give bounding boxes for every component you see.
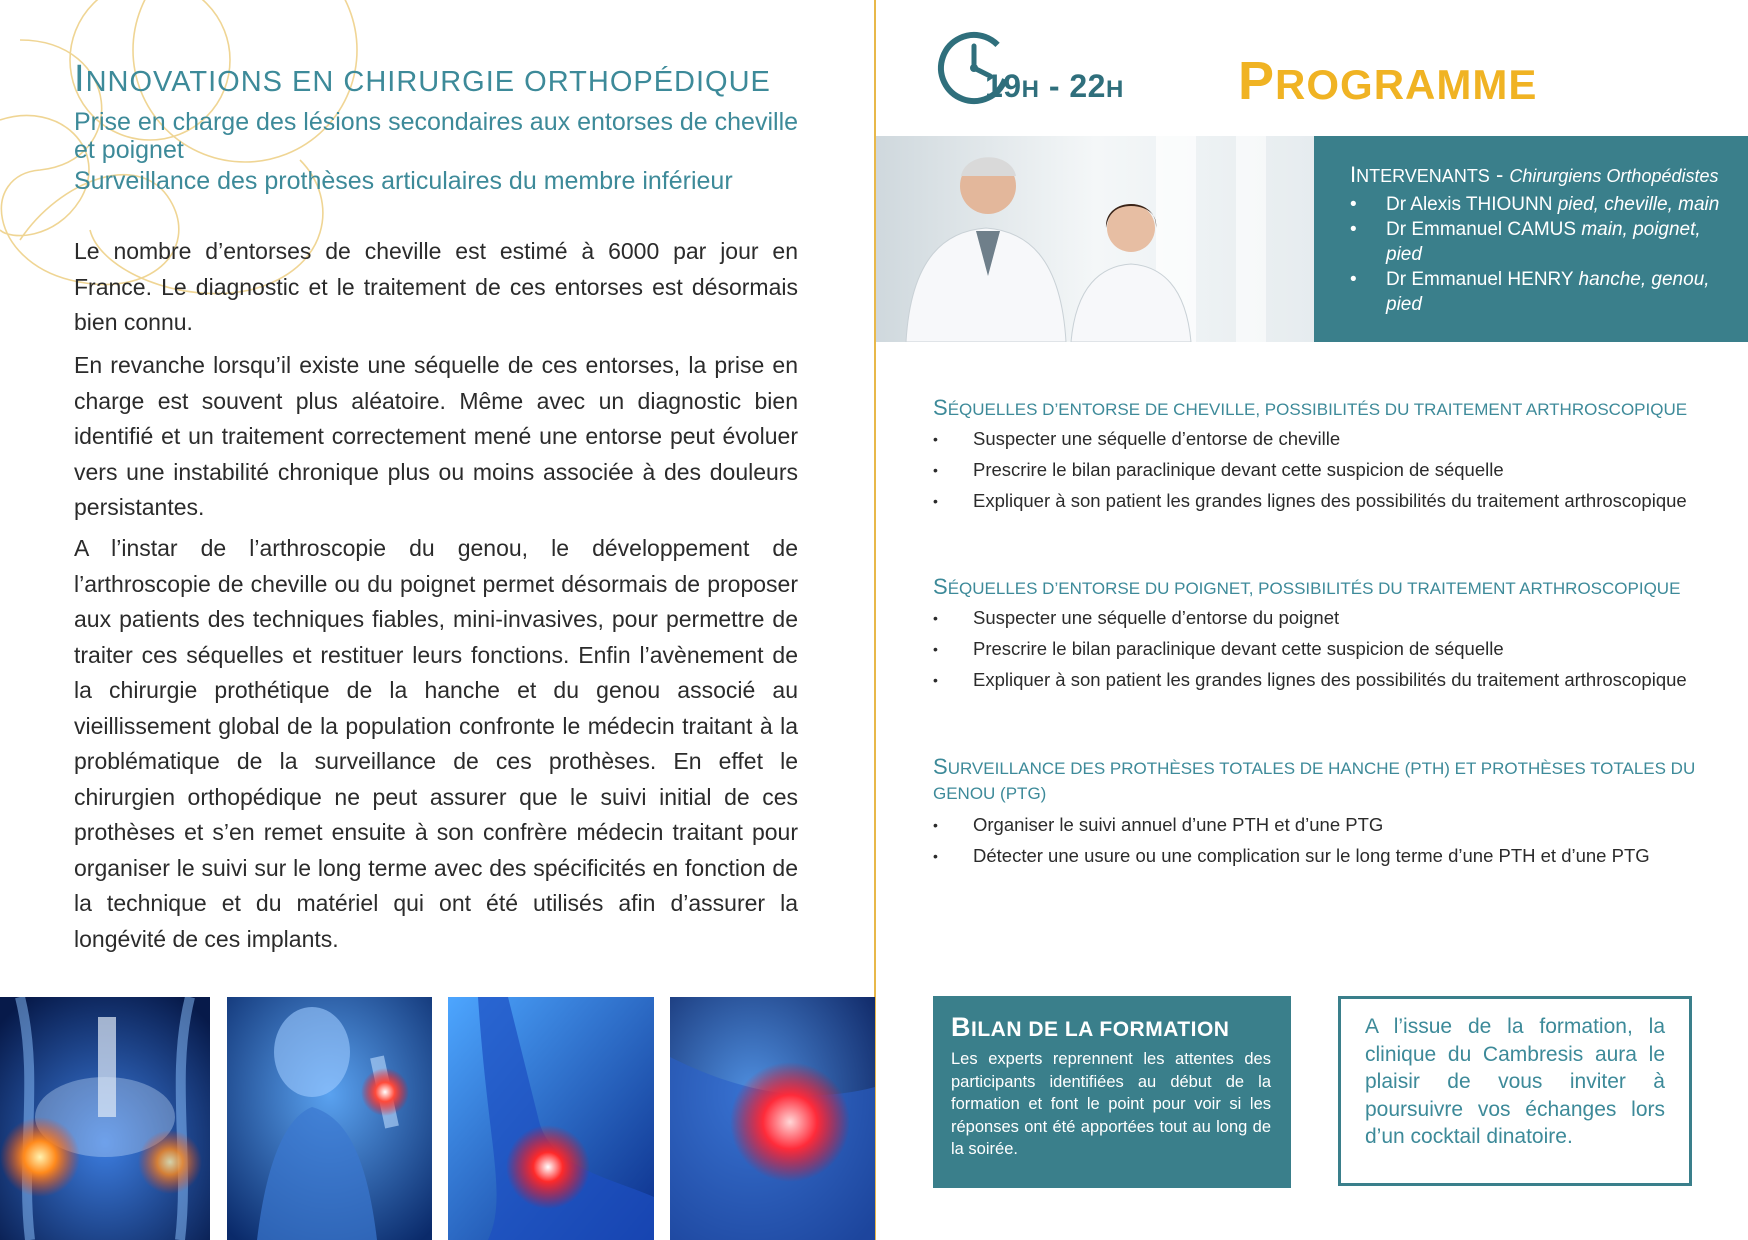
- list-item: • Prescrire le bilan paraclinique devant cette suspicion de séquelle: [933, 636, 1696, 662]
- cocktail-box: [1338, 996, 1692, 1186]
- programme-title: PROGRAMME: [1238, 51, 1538, 111]
- speaker-item: • Dr Emmanuel CAMUS main, poignet, pied: [1350, 217, 1736, 267]
- list-item: • Suspecter une séquelle d’entorse du poignet: [933, 605, 1696, 631]
- list-item: • Expliquer à son patient les grandes lignes des possibilités du traitement arthroscopique: [933, 488, 1696, 514]
- bilan-text: Les experts reprennent les attentes des participants identifiées au début de la formation et font le point pour voir si les réponses ont été apportées tout au long de la soirée.: [951, 1050, 1271, 1158]
- section-prosthesis-list: [933, 812, 1696, 874]
- subtitle-prostheses: Surveillance des prothèses articulaires du membre inférieur: [74, 167, 733, 195]
- list-item: • Suspecter une séquelle d’entorse de cheville: [933, 426, 1696, 452]
- list-item: • Prescrire le bilan paraclinique devant cette suspicion de séquelle: [933, 457, 1696, 483]
- doctors-photo: [876, 136, 1314, 342]
- section-wrist-list: [933, 605, 1696, 698]
- section-ankle-title: SÉQUELLES D’ENTORSE DE CHEVILLE, POSSIBILITÉS DU TRAITEMENT ARTHROSCOPIQUE: [933, 395, 1688, 420]
- list-item: • Expliquer à son patient les grandes lignes des possibilités du traitement arthroscopique: [933, 667, 1696, 693]
- bilan-box: [933, 996, 1291, 1188]
- section-ankle-list: [933, 426, 1696, 519]
- main-title: INNOVATIONS EN CHIRURGIE ORTHOPÉDIQUE: [74, 58, 771, 100]
- section-prosthesis-title: SURVEILLANCE DES PROTHÈSES TOTALES DE HANCHE (PTH) ET PROTHÈSES TOTALES DU GENOU (PTG): [933, 754, 1696, 803]
- hip-xray-image: [0, 997, 210, 1240]
- speakers-heading: INTERVENANTS - Chirurgiens Orthopédistes: [1350, 162, 1719, 187]
- intro-paragraph-3: A l’instar de l’arthroscopie du genou, le développement de l’arthroscopie de cheville ou du poignet permet désormais de proposer aux patients des techniques fiables, mini-invasives, pour permettre de traiter ces séquelles et restituer leurs fonctions. Enfin l’avènement de la chirurgie prothétique de la hanche et du genou associé au vieillissement global de la population confronte le médecin traitant à la problématique de la surveillance de ces prothèses. En effet le chirurgien orthopédique ne peut assurer que le suivi initial de ces prothèses et s’en remet ensuite à son confrère médecin traitant pour organiser le suivi sur le long terme avec des spécificités en fonction de la technique et du matériel qui ont été utilisés afin d’assurer la longévité de ces implants.: [74, 535, 798, 952]
- speakers-list: [1350, 192, 1736, 317]
- ankle-xray-image: [448, 997, 654, 1240]
- intro-paragraph-1: Le nombre d’entorses de cheville est estimé à 6000 par jour en France. Le diagnostic et le traitement de ces entorses est désormais bien connu.: [74, 238, 798, 335]
- list-item: • Détecter une usure ou une complication sur le long terme d’une PTH et d’une PTG: [933, 843, 1696, 869]
- knee-xray-image: [670, 997, 875, 1240]
- wrist-xray-image: [227, 997, 432, 1240]
- intro-paragraph-2: En revanche lorsqu’il existe une séquelle de ces entorses, la prise en charge est souvent plus aléatoire. Même avec un diagnostic bien identifié et un traitement correctement mené une entorse peut évoluer vers une instabilité chronique plus ou moins associée à des douleurs persistantes.: [74, 352, 798, 520]
- section-wrist-title: SÉQUELLES D’ENTORSE DU POIGNET, POSSIBILITÉS DU TRAITEMENT ARTHROSCOPIQUE: [933, 574, 1681, 599]
- event-time: 19H - 22H: [985, 68, 1124, 104]
- speaker-item: • Dr Alexis THIOUNN pied, cheville, main: [1350, 192, 1736, 217]
- cocktail-text: A l’issue de la formation, la clinique du Cambresis aura le plaisir de vous inviter à poursuivre vos échanges lors d’un cocktail dinatoire.: [1365, 1015, 1665, 1148]
- bilan-title: BILAN DE LA FORMATION: [951, 1012, 1230, 1042]
- subtitle-sprains: Prise en charge des lésions secondaires aux entorses de cheville et poignet: [74, 108, 799, 164]
- speakers-box: [1314, 136, 1748, 342]
- list-item: • Organiser le suivi annuel d’une PTH et d’une PTG: [933, 812, 1696, 838]
- speaker-item: • Dr Emmanuel HENRY hanche, genou, pied: [1350, 267, 1736, 317]
